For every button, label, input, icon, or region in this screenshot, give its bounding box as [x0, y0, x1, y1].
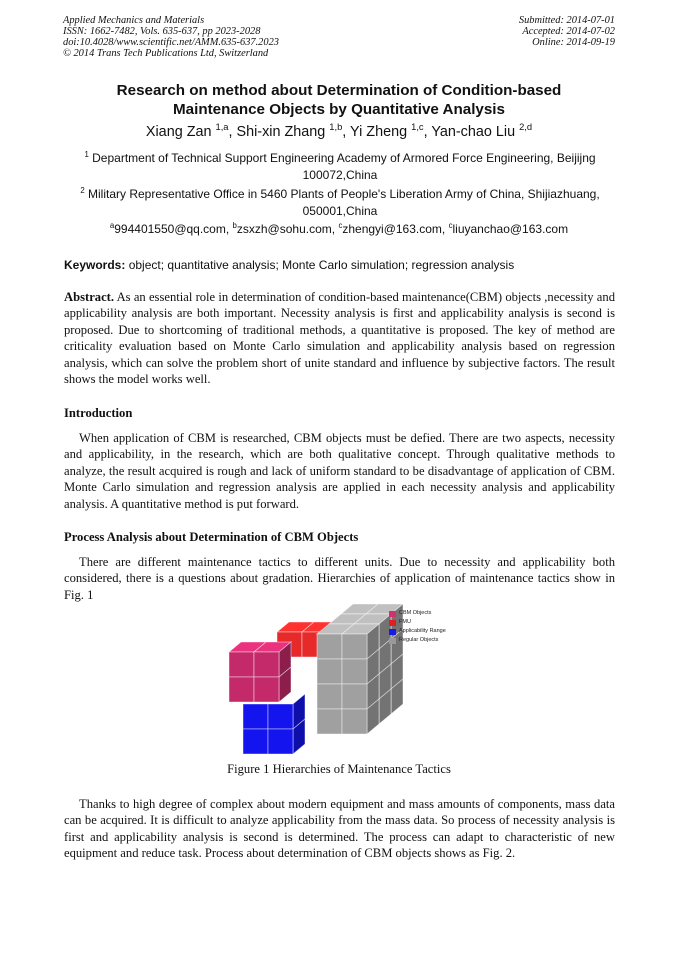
- figure-caption: Figure 1 Hierarchies of Maintenance Tactics: [227, 762, 451, 776]
- copyright-line: © 2014 Trans Tech Publications Ltd, Switzerland: [63, 48, 269, 59]
- online-date: Online: 2014-09-19: [532, 37, 615, 48]
- affiliation-2: [64, 186, 616, 220]
- abstract-label: Abstract.: [64, 290, 115, 304]
- legend-swatch: [389, 638, 396, 644]
- affiliation-sup: 1: [84, 150, 89, 159]
- author-sup: 1,c: [411, 122, 424, 133]
- cube-front-face: [342, 684, 367, 709]
- legend-swatch: [389, 629, 396, 635]
- legend-label: Regular Objects: [399, 637, 439, 643]
- keywords-text: object; quantitative analysis; Monte Carlo simulation; regression analysis: [128, 258, 515, 272]
- affiliation-sup: 2: [80, 186, 85, 195]
- abstract-text: As an essential role in determination of condition-based maintenance(CBM) objects ,necessity and applicability analysis are both important. Necessity analysis is first and applicability analysis is second is proposed. Due to shortcoming of traditional methods, a quantitative is proposed. The key of method are criticality evaluation based on Monte Carlo simulation and applicability analysis based on regression analysis, which can solve the problem short of unite standard and influence by subjective factors. The result shows the model works well.: [64, 290, 615, 387]
- email-sup: c: [448, 221, 453, 230]
- title-line-2: Maintenance Objects by Quantitative Analysis: [173, 101, 505, 118]
- journal-name: Applied Mechanics and Materials: [63, 15, 205, 26]
- email[interactable]: zhengyi@163.com: [342, 222, 442, 236]
- author-sup: 2,d: [519, 122, 533, 133]
- legend-label: FMU: [399, 619, 411, 625]
- cube-front-face: [243, 704, 268, 729]
- cube-front-face: [317, 709, 342, 734]
- cube-front-face: [229, 677, 254, 702]
- author-name: Yi Zheng: [350, 124, 408, 140]
- cube-front-face: [268, 729, 293, 754]
- author-name: Yan-chao Liu: [431, 124, 516, 140]
- legend-item: [389, 618, 446, 627]
- cube-front-face: [317, 634, 342, 659]
- email[interactable]: liuyanchao@163.com: [452, 222, 569, 236]
- keywords-label: Keywords:: [64, 258, 126, 272]
- cube-front-face: [254, 652, 279, 677]
- email-list: $^a$994401550@qq.com, $^b$zsxzh@sohu.com, $^c$zhengyi@163.com, $^c$liuyanchao@163.com: [109, 221, 569, 236]
- affiliation-text: Military Representative Office in 5460 Plants of People's Liberation Army of China, Shijiazhuang, 050001,China: [88, 187, 600, 218]
- email-sup: a: [109, 221, 115, 230]
- cube-front-face: [342, 659, 367, 684]
- affiliation-1: [64, 150, 616, 184]
- legend-label: CBM Objects: [399, 610, 432, 616]
- author-name: Shi-xin Zhang: [236, 124, 326, 140]
- legend-swatch: [389, 620, 396, 626]
- cube-front-face: [317, 659, 342, 684]
- section-heading-introduction: Introduction: [64, 406, 133, 420]
- paper-title: [0, 81, 678, 119]
- cube-front-face: [229, 652, 254, 677]
- accepted-date: Accepted: 2014-07-02: [522, 26, 615, 37]
- legend-swatch: [389, 611, 396, 617]
- abstract: [64, 289, 615, 387]
- legend-item: [389, 627, 446, 636]
- affiliation-text: Department of Technical Support Engineering Academy of Armored Force Engineering, Beijijng 100072,China: [92, 151, 596, 182]
- email-sup: c: [338, 221, 343, 230]
- keywords: [64, 257, 616, 274]
- title-line-1: Research on method about Determination of Condition-based: [116, 82, 562, 99]
- section-heading-process: Process Analysis about Determination of CBM Objects: [64, 530, 359, 544]
- cube-front-face: [317, 684, 342, 709]
- introduction-text: When application of CBM is researched, CBM objects must be defied. There are two aspects, necessity and applicability, in the research, which are both qualitative concept. Through qualitative methods to analyze, the result acquired is rough and lack of uniform standard to be disadvantage of application of CBM. Monte Carlo simulation and regression analysis are applied in each necessity analysis and applicability analysis. A quantitative method is put forward.: [64, 431, 615, 511]
- cube-front-face: [342, 709, 367, 734]
- cube-front-face: [268, 704, 293, 729]
- author-name: Xiang Zan: [145, 124, 212, 140]
- cube-front-face: [243, 729, 268, 754]
- issn-line: ISSN: 1662-7482, Vols. 635-637, pp 2023-2028: [63, 26, 261, 37]
- email[interactable]: 994401550@qq.com: [114, 222, 226, 236]
- closing-text: Thanks to high degree of complex about modern equipment and mass amounts of components, mass data can be acquired. It is difficult to analyze applicability from the mass data. So process of necessity analysis is first and applicability analysis is second is determined. The process can adapt to characteristic of new equipment and reduce task. Process about determination of CBM objects shows as Fig. 2.: [64, 797, 615, 861]
- figure-legend: [389, 609, 446, 645]
- running-header-right: [519, 15, 615, 48]
- process-text: There are different maintenance tactics to different units. Due to necessity and applicability both considered, there is a questions about gradation. Hierarchies of application of maintenance tactics show in Fig. 1: [64, 555, 615, 602]
- author-list: Xiang Zan $^{1,a}$, Shi-xin Zhang $^{1,b}$, Yi Zheng $^{1,c}$, Yan-chao Liu $^{2,d}$: [145, 122, 533, 140]
- legend-item: [389, 636, 446, 645]
- legend-label: Applicability Range: [399, 628, 446, 634]
- legend-item: [389, 609, 446, 618]
- author-sup: 1,a: [215, 122, 229, 133]
- doi-line: doi:10.4028/www.scientific.net/AMM.635-637.2023: [63, 37, 279, 48]
- cube-front-face: [254, 677, 279, 702]
- email-sup: b: [232, 221, 237, 230]
- email[interactable]: zsxzh@sohu.com: [236, 222, 332, 236]
- running-header-left: [63, 15, 279, 59]
- author-sup: 1,b: [329, 122, 343, 133]
- cube-front-face: [342, 634, 367, 659]
- submitted-date: Submitted: 2014-07-01: [518, 15, 615, 26]
